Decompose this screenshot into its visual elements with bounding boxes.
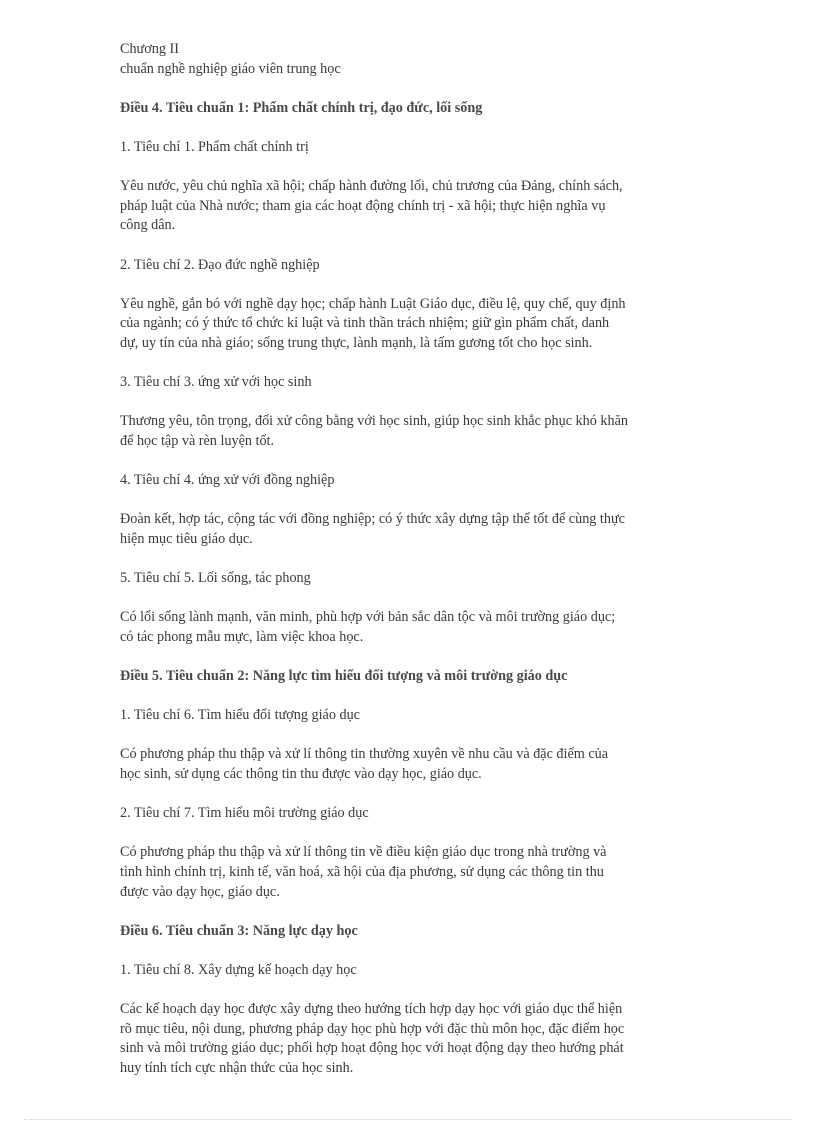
article-heading: Điều 5. Tiêu chuẩn 2: Năng lực tìm hiểu đối tượng và môi trường giáo dục: [120, 668, 568, 684]
chapter-label: Chương II: [120, 41, 179, 57]
criterion-body: [120, 1000, 700, 1078]
body-line: Các kế hoạch dạy học được xây dựng theo hướng tích hợp dạy học với giáo dục thể hiện: [120, 1001, 623, 1018]
criterion-body: [120, 608, 700, 647]
criterion-title: 5. Tiêu chí 5. Lối sống, tác phong: [120, 570, 311, 587]
body-line: của ngành; có ý thức tổ chức kỉ luật và tinh thần trách nhiệm; giữ gìn phẩm chất, danh: [120, 315, 610, 332]
criterion-body: [120, 745, 700, 784]
body-line: Thương yêu, tôn trọng, đối xử công bằng với học sinh, giúp học sinh khắc phục khó khăn: [120, 413, 628, 430]
body-line: học sinh, sử dụng các thông tin thu được vào dạy học, giáo dục.: [120, 765, 482, 782]
body-line: Có phương pháp thu thập và xử lí thông tin thường xuyên về nhu cầu và đặc điểm của: [120, 746, 609, 763]
body-line: được vào dạy học, giáo dục.: [120, 883, 280, 900]
body-line: pháp luật của Nhà nước; tham gia các hoạt động chính trị - xã hội; thực hiện nghĩa vụ: [120, 197, 606, 214]
chapter-subtitle: chuẩn nghề nghiệp giáo viên trung học: [120, 60, 341, 77]
article-heading: Điều 6. Tiêu chuẩn 3: Năng lực dạy học: [120, 922, 358, 939]
body-line: Yêu nước, yêu chủ nghĩa xã hội; chấp hành đường lối, chủ trương của Đảng, chính sách,: [120, 178, 623, 195]
criterion-title: 1. Tiêu chí 1. Phẩm chất chính trị: [120, 138, 309, 155]
page-bottom-divider: [24, 1119, 792, 1120]
criterion-title: 1. Tiêu chí 8. Xây dựng kế hoạch dạy học: [120, 961, 357, 978]
body-line: công dân.: [120, 217, 176, 234]
article-heading: Điều 4. Tiêu chuẩn 1: Phẩm chất chính trị, đạo đức, lối sống: [120, 99, 483, 116]
criterion-body: [120, 295, 700, 354]
body-line: Đoàn kết, hợp tác, cộng tác với đồng nghiệp; có ý thức xây dựng tập thể tốt để cùng thực: [120, 511, 625, 528]
criterion-title: 1. Tiêu chí 6. Tìm hiểu đối tượng giáo dục: [120, 707, 360, 724]
criterion-title: 2. Tiêu chí 2. Đạo đức nghề nghiệp: [120, 256, 320, 273]
body-line: sinh và môi trường giáo dục; phối hợp hoạt động học với hoạt động dạy theo hướng phát: [120, 1040, 624, 1057]
document-page: [120, 40, 700, 1078]
criterion-title: 2. Tiêu chí 7. Tìm hiểu môi trường giáo dục: [120, 805, 369, 822]
body-line: hiện mục tiêu giáo dục.: [120, 530, 253, 547]
body-line: có tác phong mẫu mực, làm việc khoa học.: [120, 628, 364, 645]
body-line: để học tập và rèn luyện tốt.: [120, 432, 275, 449]
criterion-body: [120, 843, 700, 902]
body-line: dự, uy tín của nhà giáo; sống trung thực, lành mạnh, là tấm gương tốt cho học sinh.: [120, 334, 593, 351]
body-line: tình hình chính trị, kinh tế, văn hoá, xã hội của địa phương, sử dụng các thông tin thu: [120, 863, 604, 880]
body-line: huy tính tích cực nhận thức của học sinh.: [120, 1059, 354, 1076]
criterion-body: [120, 177, 700, 236]
criterion-title: 3. Tiêu chí 3. ứng xử với học sinh: [120, 374, 312, 391]
criterion-body: [120, 412, 700, 451]
body-line: Có phương pháp thu thập và xử lí thông tin về điều kiện giáo dục trong nhà trường và: [120, 844, 607, 861]
body-line: rõ mục tiêu, nội dung, phương pháp dạy học phù hợp với đặc thù môn học, đặc điểm học: [120, 1020, 625, 1037]
body-line: Có lối sống lành mạnh, văn minh, phù hợp với bản sắc dân tộc và môi trường giáo dục;: [120, 609, 616, 626]
body-line: Yêu nghề, gắn bó với nghề dạy học; chấp hành Luật Giáo dục, điều lệ, quy chế, quy định: [120, 295, 626, 312]
criterion-title: 4. Tiêu chí 4. ứng xử với đồng nghiệp: [120, 472, 335, 489]
criterion-body: [120, 510, 700, 549]
